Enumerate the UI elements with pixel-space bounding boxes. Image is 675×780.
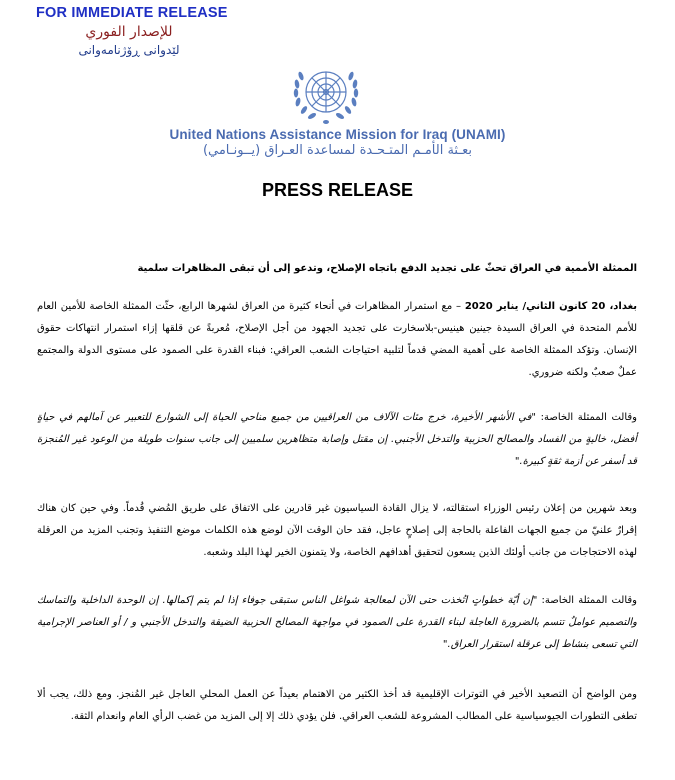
organization-name-ar: بعـثة الأمـم المتـحـدة لمساعدة العـراق (يــونـامي) xyxy=(202,143,473,158)
paragraph-5: ومن الواضح أن التصعيد الأخير في التوترات الإقليمية قد أخذ الكثير من الاهتمام بعيداً عن العمل المحلي العاجل غير المُنجز. ومع ذلك، يجب ألا تطغى التطورات الجيوسياسية على المطالب المشروعة للشعب العراقي. فلن يؤدي ذلك إلا إلى المزيد من غضب الرأي العام وانعدام الثقة. xyxy=(37,689,637,722)
release-label-en: FOR IMMEDIATE RELEASE xyxy=(36,5,228,21)
un-emblem-icon xyxy=(283,60,369,130)
organization-name-en: United Nations Assistance Mission for Iraq (UNAMI) xyxy=(169,127,506,142)
paragraph-2 xyxy=(37,407,637,473)
quote-lead-2: وقالت الممثلة الخاصة: xyxy=(537,595,638,606)
release-label-ar: للإصدار الفوري xyxy=(85,24,173,40)
quote-1: "في الأشهر الأخيرة، خرج مئات الآلاف من العراقيين من جميع مناحي الحياة إلى الشوارع للتعبير عن آمالهم في حياةٍ أفضل، خاليةٍ من الفساد والمصالح الحزبية والتدخل الأجنبي. إن مقتل وإصابة متظاهرين سلميين إلى جانب سنوات طويلة من الوعود غير المُنجزة قد أسفر عن أزمة ثقةٍ كبيرة." xyxy=(37,412,637,467)
paragraph-1 xyxy=(37,296,637,384)
paragraph-3: وبعد شهرين من إعلان رئيس الوزراء استقالته، لا يزال القادة السياسيون غير قادرين على الاتفاق على طريق المُضي قُدماً. وفي حين كان هناك إقرارٌ علنيّ من جميع الجهات الفاعلة بالحاجة إلى إصلاحٍ عاجل، فقد حان الوقت الآن لوضع هذه الكلمات موضع التنفيذ وتجنب المزيد من العرقلة لهذه الاحتجاجات من جانب أولئك الذين يسعون لتحقيق أهدافهم الخاصة، ولا يتمنون الخير لهذا البلد وشعبه. xyxy=(37,503,637,558)
dateline: بغداد، 20 كانون الثاني/ يناير 2020 xyxy=(464,301,637,312)
release-title: الممثلة الأممية في العراق تحثّ على تجديد الدفع باتجاه الإصلاح، وتدعو إلى أن تبقى المظاهرات سلمية xyxy=(137,263,637,274)
paragraph-1-text: – مع استمرار المظاهرات في أنحاء كثيرة من العراق لشهرها الرابع، حثّت الممثلة الخاصة للأمين العام للأمم المتحدة في العراق السيدة جينين هينيس-بلاسخارت على تجديد الجهود من أجل الإصلاح، مُعربةً عن قلقها إزاء استمرار انتهاكات حقوق الإنسان. وتؤكد الممثلة الخاصة على أهمية المضي قدماً لتلبية احتياجات الشعب العراقي: فبناء القدرة على الصمود على مستوى الدولة والمجتمع عملٌ صعبٌ ولكنه ضروري. xyxy=(37,301,637,378)
paragraph-4 xyxy=(37,590,637,656)
press-release-heading: PRESS RELEASE xyxy=(261,180,414,200)
quote-2: "إن أيّة خطواتٍ اتُخذت حتى الآن لمعالجة شواغل الناس ستبقى جوفاء إذا لم يتم إكمالها. إن الوحدة الداخلية والتماسك والتصميم عواملٌ تتسم بالضرورة العاجلة لبناء القدرة على الصمود في مواجهة المصالح الحزبية الضيقة والتدخل الأجنبي و / أو العناصر الإجرامية التي تسعى بنشاط إلى عرقلة استقرار العراق." xyxy=(37,595,637,650)
release-label-ku: لێدوانی ڕۆژنامەوانی xyxy=(78,43,180,57)
quote-lead-1: وقالت الممثلة الخاصة: xyxy=(536,412,637,423)
